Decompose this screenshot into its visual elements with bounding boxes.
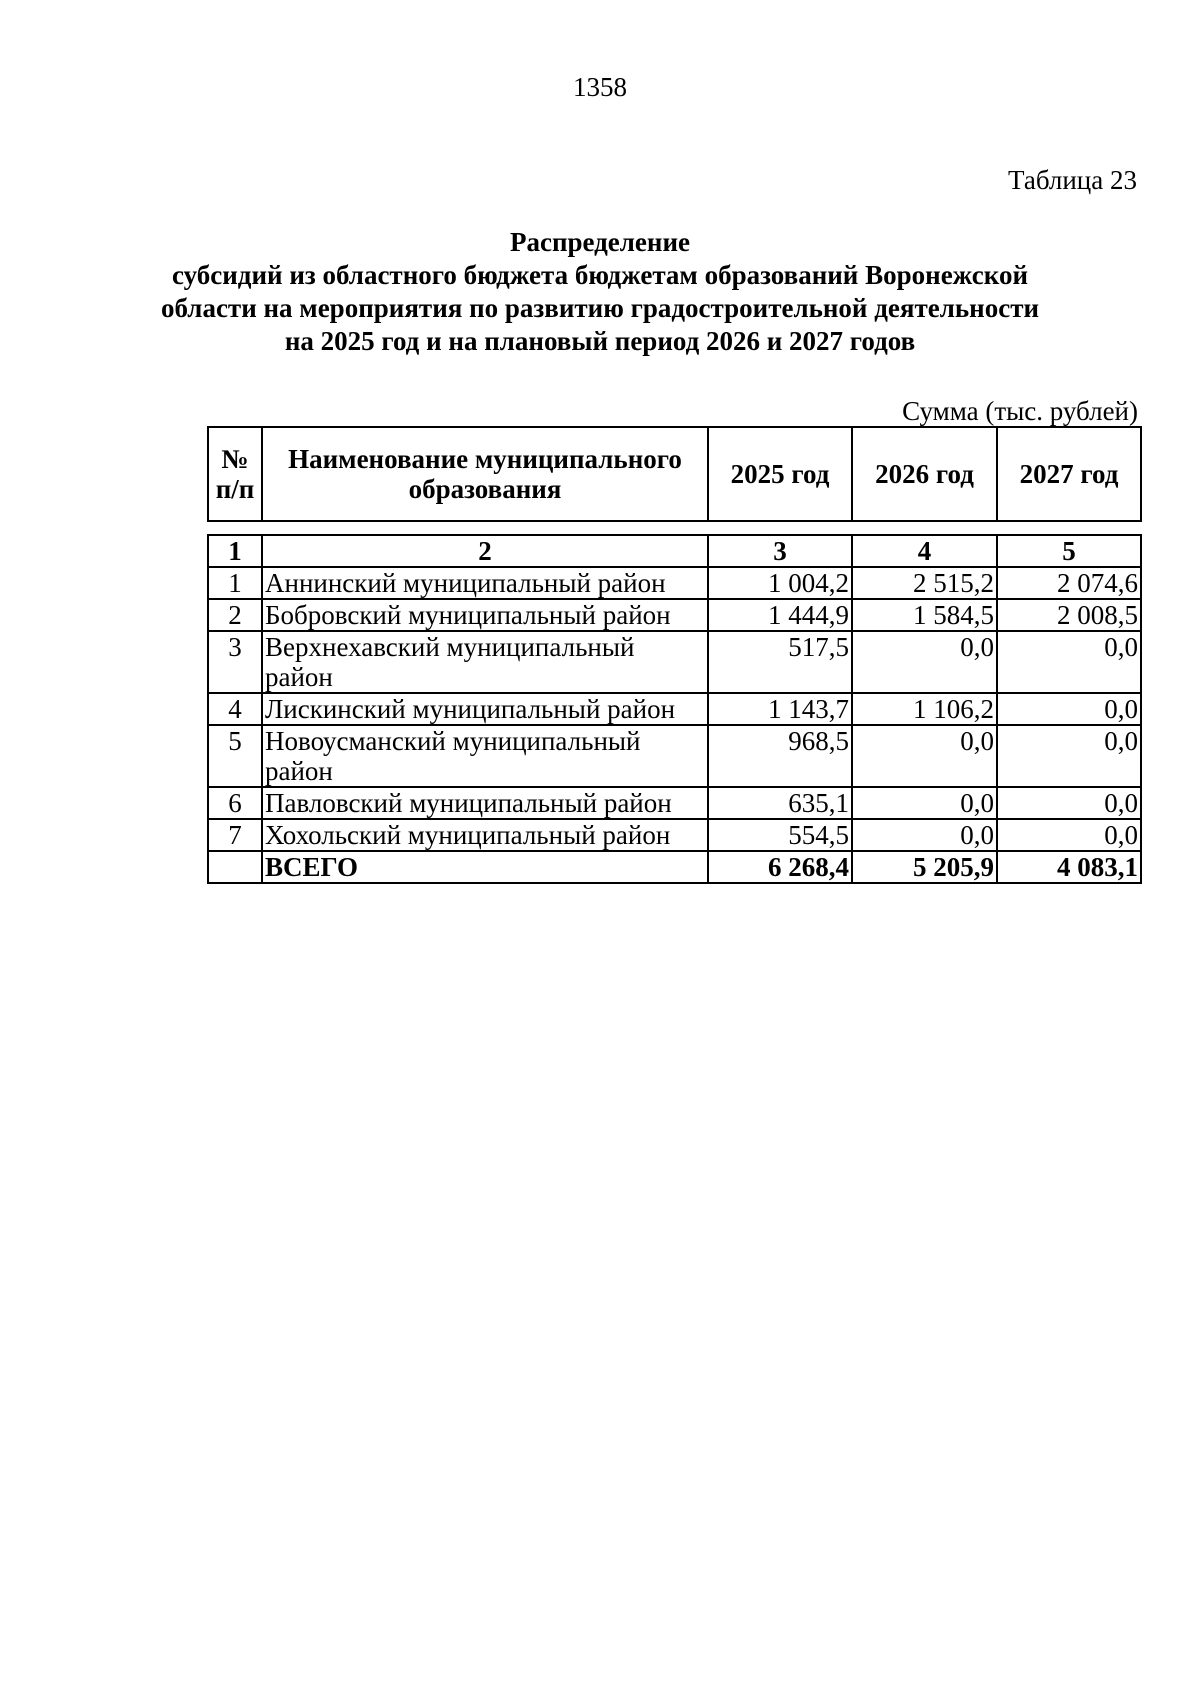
value-2026: 2 515,2: [852, 567, 997, 599]
title-line-4: на 2025 год и на плановый период 2026 и 2027 годов: [284, 326, 916, 356]
column-number: 2: [262, 535, 708, 567]
table-row: [208, 599, 1141, 631]
value-2026: 0,0: [852, 819, 997, 851]
table-row: [208, 567, 1141, 599]
title-line-1: Распределение: [509, 227, 691, 257]
table-label: Таблица 23: [1008, 165, 1137, 195]
value-2025: 554,5: [708, 819, 852, 851]
title-line-3: области на мероприятия по развитию градостроительной деятельности: [160, 293, 1040, 323]
row-number: 1: [208, 567, 262, 599]
value-2025: 635,1: [708, 787, 852, 819]
table-header: [207, 426, 1142, 522]
header-name: Наименование муниципального образования: [262, 427, 708, 521]
value-2025: 1 444,9: [708, 599, 852, 631]
data-table: [207, 534, 1142, 884]
document-title: [100, 226, 1100, 358]
total-2026: 5 205,9: [852, 851, 997, 883]
column-number: 5: [997, 535, 1141, 567]
row-name: Новоусманский муниципальный район: [262, 725, 708, 787]
total-index-empty: [208, 851, 262, 883]
row-name: Хохольский муниципальный район: [262, 819, 708, 851]
header-2027: 2027 год: [997, 427, 1141, 521]
value-2027: 0,0: [997, 725, 1141, 787]
value-2026: 1 584,5: [852, 599, 997, 631]
row-number: 3: [208, 631, 262, 693]
row-name: Верхнехавский муниципальный район: [262, 631, 708, 693]
row-number: 6: [208, 787, 262, 819]
row-name: Бобровский муниципальный район: [262, 599, 708, 631]
total-2027: 4 083,1: [997, 851, 1141, 883]
row-name: Аннинский муниципальный район: [262, 567, 708, 599]
column-number: 3: [708, 535, 852, 567]
value-2027: 2 008,5: [997, 599, 1141, 631]
value-2026: 0,0: [852, 725, 997, 787]
header-row: [208, 427, 1141, 521]
row-number: 7: [208, 819, 262, 851]
value-2026: 0,0: [852, 631, 997, 693]
row-number: 5: [208, 725, 262, 787]
value-2027: 2 074,6: [997, 567, 1141, 599]
value-2025: 968,5: [708, 725, 852, 787]
title-line-2: субсидий из областного бюджета бюджетам образований Воронежской: [171, 260, 1029, 290]
value-2027: 0,0: [997, 787, 1141, 819]
value-2026: 0,0: [852, 787, 997, 819]
row-number: 4: [208, 693, 262, 725]
value-2025: 1 004,2: [708, 567, 852, 599]
value-2027: 0,0: [997, 631, 1141, 693]
value-2026: 1 106,2: [852, 693, 997, 725]
value-2025: 1 143,7: [708, 693, 852, 725]
table-row: [208, 787, 1141, 819]
row-name: Лискинский муниципальный район: [262, 693, 708, 725]
table-row: [208, 725, 1141, 787]
value-2027: 0,0: [997, 819, 1141, 851]
row-name: Павловский муниципальный район: [262, 787, 708, 819]
table-row: [208, 631, 1141, 693]
page-number: 1358: [573, 72, 627, 102]
total-row: [208, 851, 1141, 883]
header-num: № п/п: [208, 427, 262, 521]
table-row: [208, 693, 1141, 725]
total-label: ВСЕГО: [262, 851, 708, 883]
value-2025: 517,5: [708, 631, 852, 693]
units-label: Сумма (тыс. рублей): [902, 396, 1138, 426]
column-numbers-row: [208, 535, 1141, 567]
header-2025: 2025 год: [708, 427, 852, 521]
total-2025: 6 268,4: [708, 851, 852, 883]
value-2027: 0,0: [997, 693, 1141, 725]
header-2026: 2026 год: [852, 427, 997, 521]
table-row: [208, 819, 1141, 851]
column-number: 4: [852, 535, 997, 567]
row-number: 2: [208, 599, 262, 631]
column-number: 1: [208, 535, 262, 567]
